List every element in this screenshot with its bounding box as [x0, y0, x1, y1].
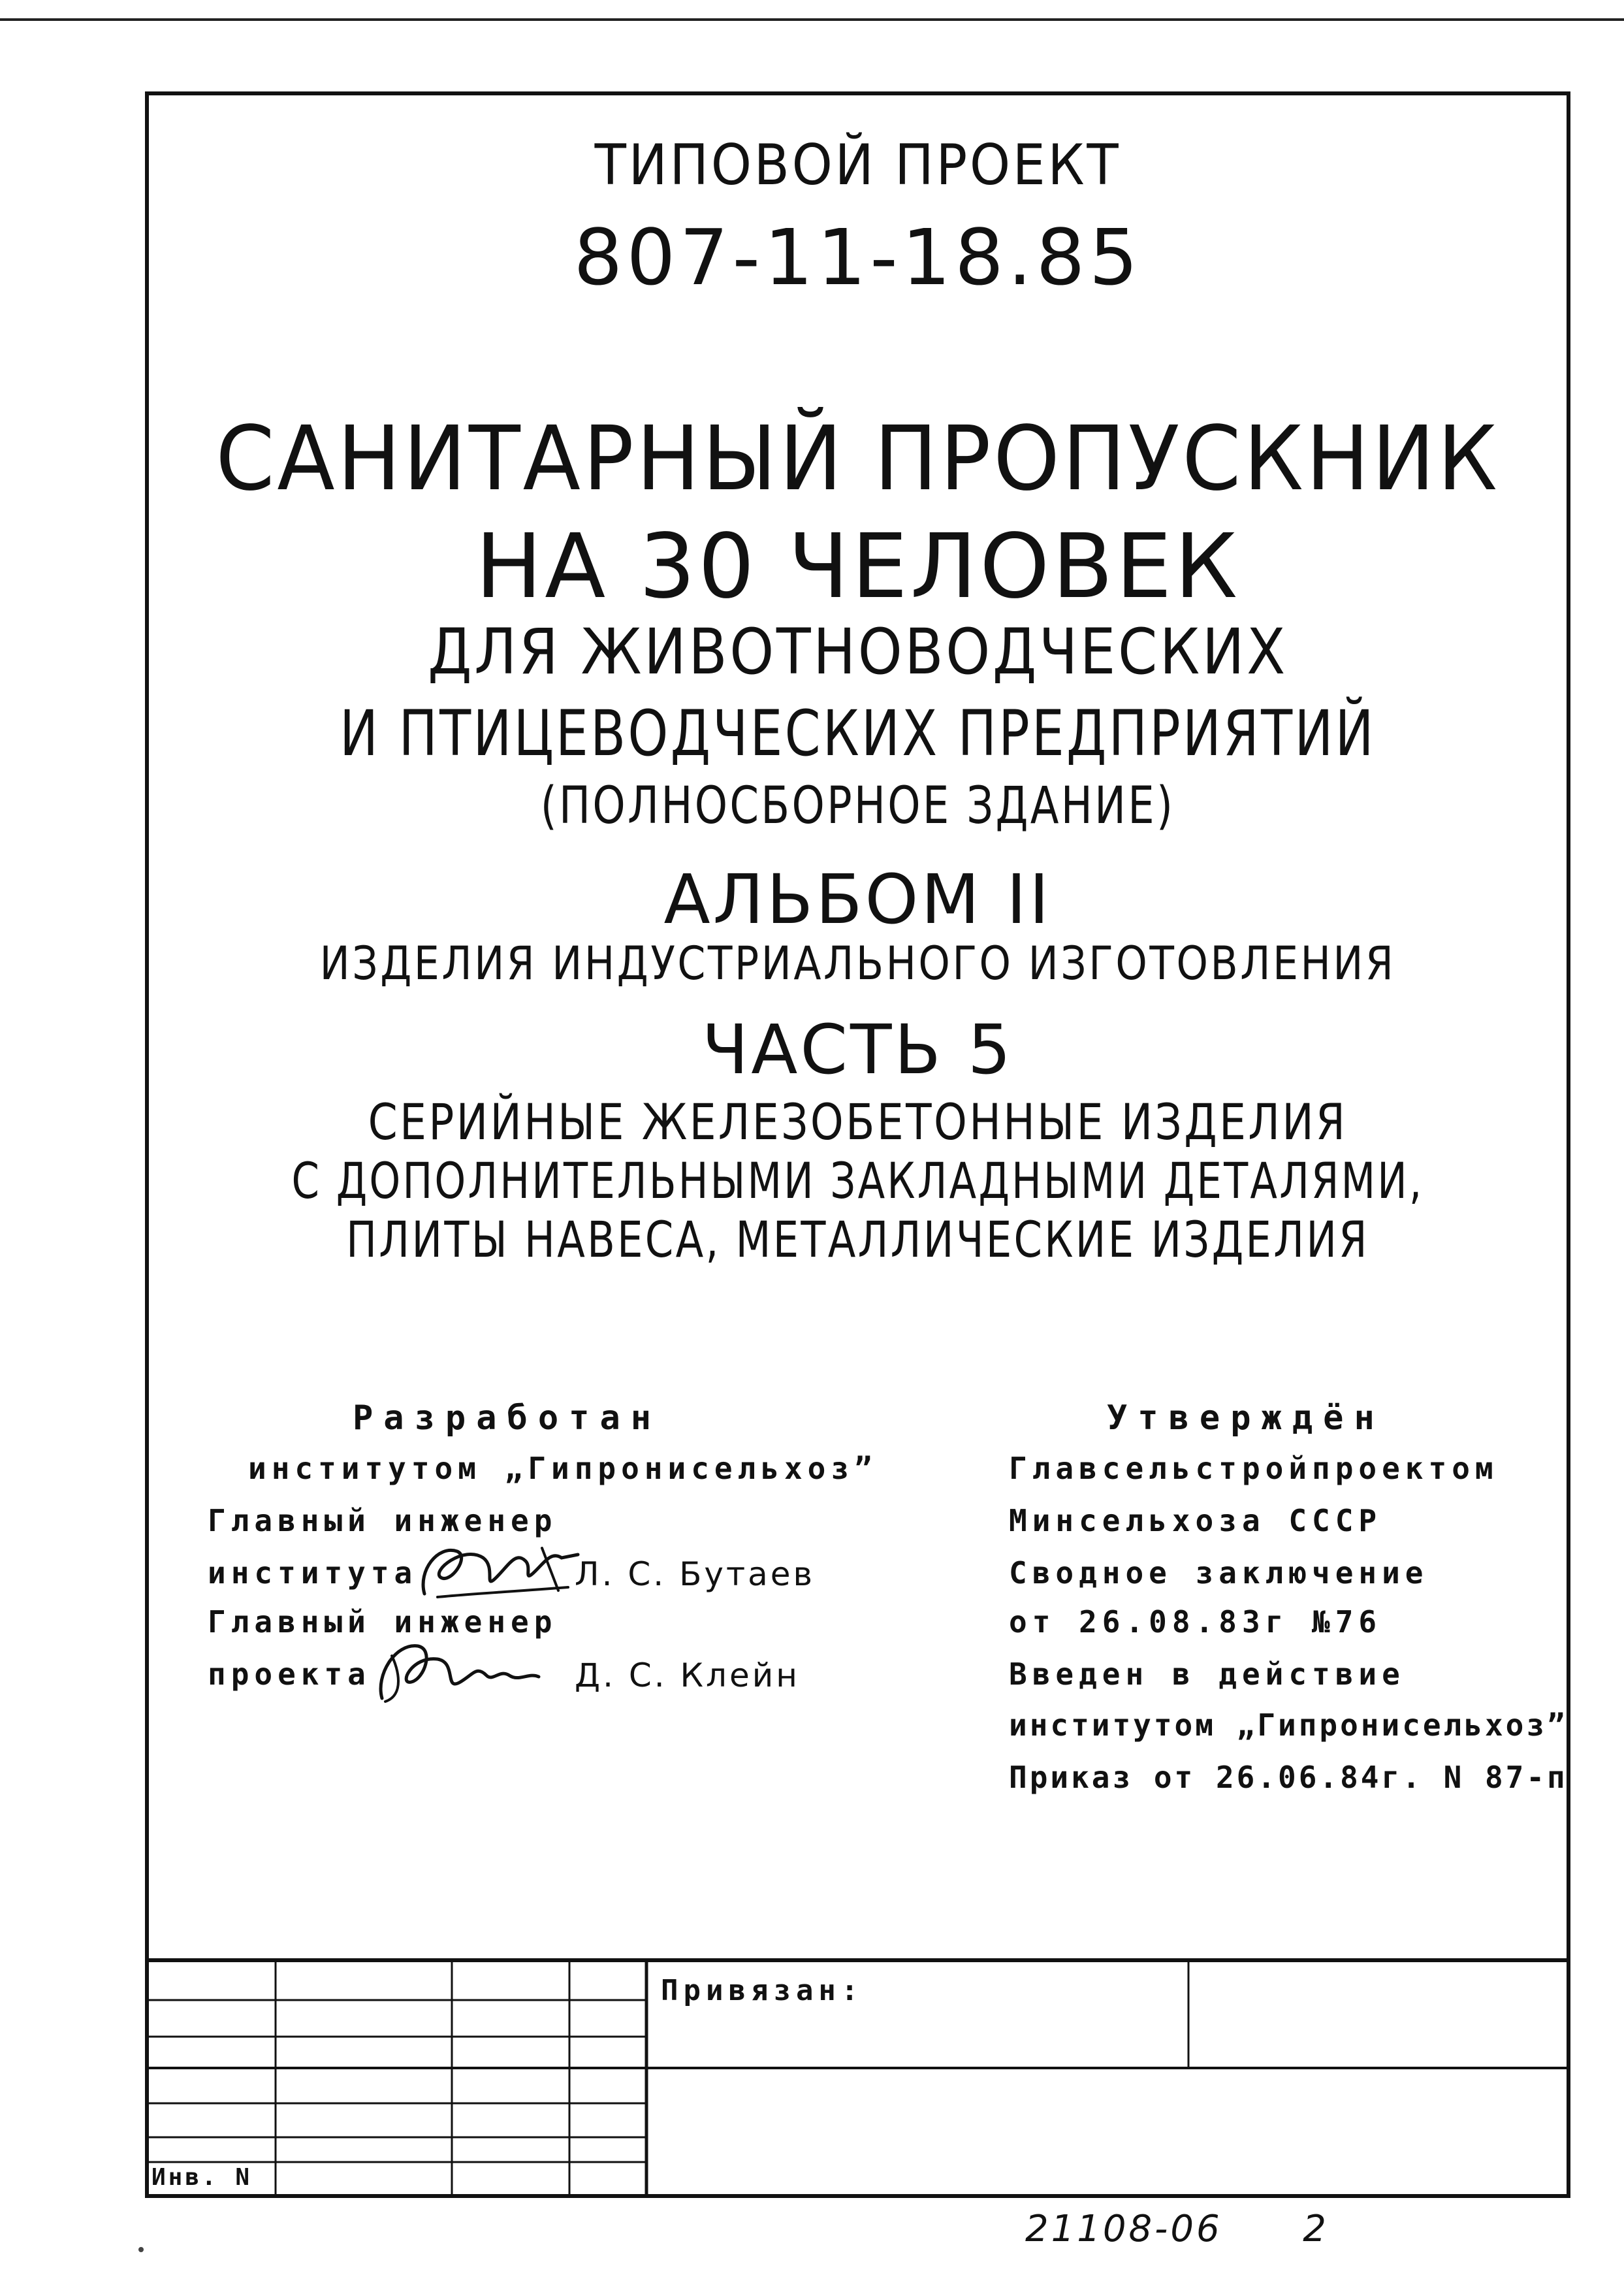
title-line-2: НА 30 ЧЕЛОВЕК — [475, 515, 1241, 619]
developed-by: институтом „Гипронисельхоз” — [248, 1451, 878, 1486]
document-number — [1025, 2208, 1329, 2250]
chief-engineer-institute-name: Л. С. Бутаев — [575, 1555, 815, 1593]
document-code: 21108-06 — [1025, 2208, 1222, 2250]
approved-line-6: институтом „Гипронисельхоз” — [1009, 1707, 1568, 1743]
chief-engineer-project-label-1: Главный инженер — [208, 1604, 558, 1640]
chief-engineer-project-label-2: проекта — [208, 1656, 371, 1692]
approved-line-7: Приказ от 26.06.84г. N 87-п — [1009, 1760, 1568, 1795]
chief-engineer-institute-label-2: института — [208, 1555, 418, 1591]
title-line-4: И ПТИЦЕВОДЧЕСКИХ ПРЕДПРИЯТИЙ — [340, 697, 1376, 770]
approved-line-4: от 26.08.83г №76 — [1009, 1604, 1382, 1640]
part-label: ЧАСТЬ 5 — [701, 1010, 1014, 1090]
project-label: ТИПОВОЙ ПРОЕКТ — [594, 133, 1121, 198]
title-line-5: (ПОЛНОСБОРНОЕ ЗДАНИЕ) — [540, 777, 1175, 835]
approved-line-5: Введен в действие — [1009, 1656, 1405, 1692]
chief-engineer-institute-label-1: Главный инженер — [208, 1503, 558, 1538]
signature-butaev — [411, 1532, 588, 1610]
attached-label: Привязан: — [661, 1974, 864, 2007]
project-number: 807-11-18.85 — [573, 212, 1142, 302]
approved-line-3: Сводное заключение — [1009, 1555, 1429, 1591]
title-line-1: САНИТАРНЫЙ ПРОПУСКНИК — [215, 408, 1500, 511]
title-block — [145, 1958, 1570, 2198]
top-rule — [0, 18, 1624, 21]
sheet-number: 2 — [1303, 2208, 1329, 2250]
part-line-2: С ДОПОЛНИТЕЛЬНЫМИ ЗАКЛАДНЫМИ ДЕТАЛЯМИ, — [291, 1152, 1424, 1210]
scan-speck — [138, 2247, 144, 2252]
part-line-1: СЕРИЙНЫЕ ЖЕЛЕЗОБЕТОННЫЕ ИЗДЕЛИЯ — [368, 1093, 1348, 1151]
signature-klein — [366, 1630, 555, 1708]
album-subtitle: ИЗДЕЛИЯ ИНДУСТРИАЛЬНОГО ИЗГОТОВЛЕНИЯ — [319, 937, 1396, 990]
chief-engineer-project-name: Д. С. Клейн — [575, 1656, 800, 1694]
part-line-3: ПЛИТЫ НАВЕСА, МЕТАЛЛИЧЕСКИЕ ИЗДЕЛИЯ — [346, 1210, 1369, 1268]
developed-heading: Разработан — [353, 1398, 662, 1438]
album-label: АЛЬБОМ II — [663, 860, 1052, 939]
approved-line-1: Главсельстройпроектом — [1009, 1451, 1499, 1486]
approved-heading: Утверждён — [1107, 1398, 1385, 1438]
inventory-label: Инв. N — [151, 2164, 253, 2191]
title-line-3: ДЛЯ ЖИВОТНОВОДЧЕСКИХ — [428, 615, 1288, 688]
approved-line-2: Минсельхоза СССР — [1009, 1503, 1382, 1538]
